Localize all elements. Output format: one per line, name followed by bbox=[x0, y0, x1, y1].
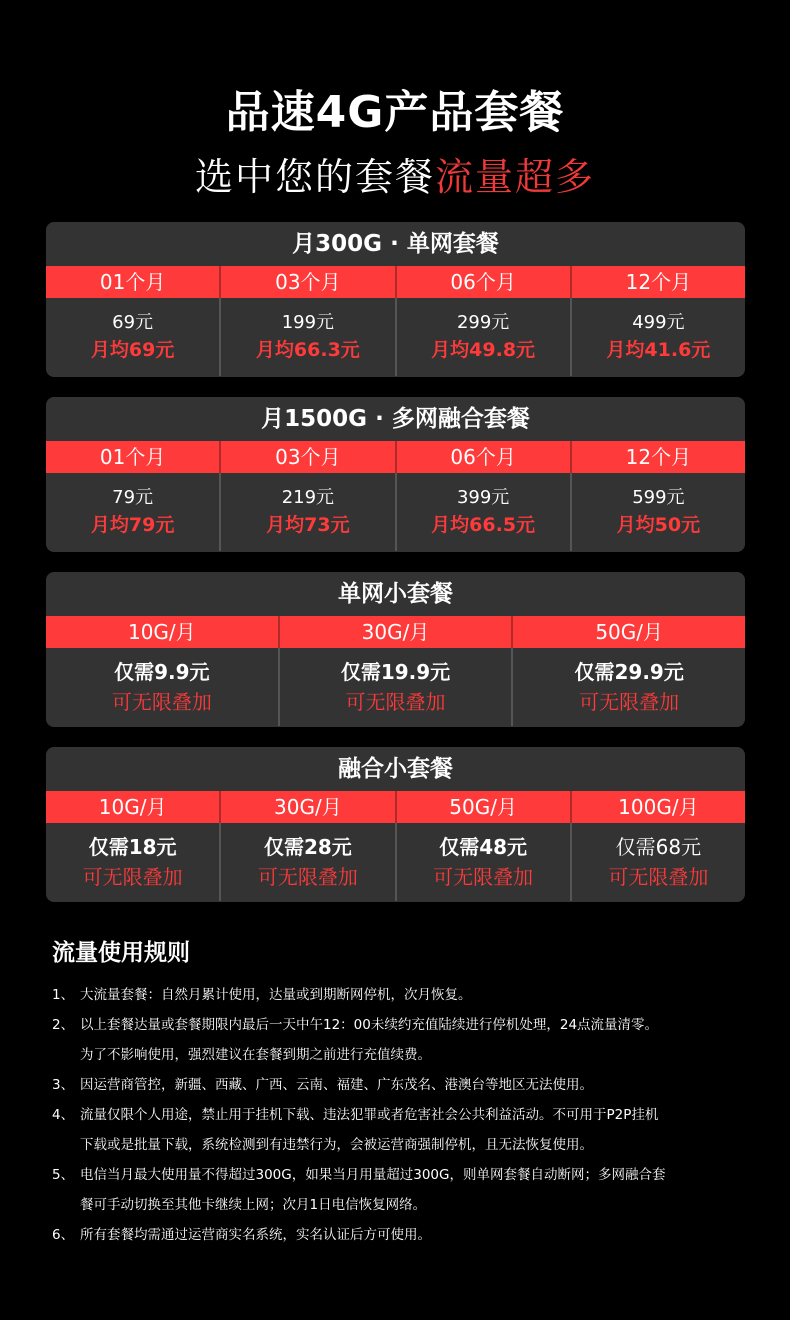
plan-monthly-average: 月均66.5元 bbox=[431, 514, 536, 536]
rule-number: 1、 bbox=[52, 987, 75, 1003]
plan-price: 仅需28元 bbox=[263, 835, 352, 859]
plan-option-label[interactable]: 01个月 bbox=[46, 266, 221, 298]
plan-card-1500g bbox=[46, 397, 745, 552]
rule-line: 流量仅限个人用途，禁止用于挂机下载、违法犯罪或者危害社会公共利益活动。不可用于P2P挂机 bbox=[80, 1107, 659, 1123]
plan-stack-note: 可无限叠加 bbox=[111, 690, 212, 714]
plan-title: 月300G · 单网套餐 bbox=[292, 231, 499, 257]
rule-text bbox=[80, 1160, 742, 1220]
plan-option-cell[interactable] bbox=[280, 648, 514, 726]
plan-option-label[interactable]: 03个月 bbox=[221, 441, 396, 473]
plan-option-label[interactable]: 30G/月 bbox=[280, 616, 514, 648]
page-subtitle bbox=[0, 146, 790, 201]
rule-number: 6、 bbox=[52, 1227, 75, 1243]
plan-option-label[interactable]: 30G/月 bbox=[221, 791, 396, 823]
plan-price-row bbox=[46, 648, 745, 726]
plan-option-cell[interactable] bbox=[397, 823, 572, 901]
plan-card-single-small bbox=[46, 572, 745, 727]
plan-price: 69元 bbox=[112, 312, 154, 333]
plan-option-cell[interactable] bbox=[397, 473, 572, 551]
plan-card-300g bbox=[46, 222, 745, 377]
plan-option-cell[interactable] bbox=[513, 648, 745, 726]
plan-option-cell[interactable] bbox=[46, 298, 221, 376]
plan-monthly-average: 月均79元 bbox=[90, 514, 175, 536]
plan-option-label[interactable]: 50G/月 bbox=[397, 791, 572, 823]
plan-option-label[interactable]: 50G/月 bbox=[595, 620, 664, 644]
rule-number: 2、 bbox=[52, 1017, 75, 1033]
plan-option-cell[interactable] bbox=[221, 823, 396, 901]
plan-monthly-average: 月均41.6元 bbox=[606, 339, 711, 361]
rules-title: 流量使用规则 bbox=[52, 940, 190, 966]
plan-stack-note: 可无限叠加 bbox=[433, 865, 534, 889]
plan-price-row bbox=[46, 473, 745, 551]
rule-text bbox=[80, 1070, 742, 1100]
plan-title: 单网小套餐 bbox=[338, 581, 453, 607]
page-title: 品速4G产品套餐 bbox=[225, 87, 565, 138]
plan-stack-note: 可无限叠加 bbox=[608, 865, 709, 889]
plan-price: 499元 bbox=[632, 312, 685, 333]
rule-number: 3、 bbox=[52, 1077, 75, 1093]
plan-option-cell[interactable] bbox=[221, 473, 396, 551]
rule-item bbox=[52, 1070, 742, 1100]
plan-option-cell[interactable] bbox=[221, 298, 396, 376]
plan-monthly-average: 月均50元 bbox=[616, 514, 701, 536]
rule-item bbox=[52, 980, 742, 1010]
plan-option-cell[interactable] bbox=[572, 473, 745, 551]
plan-option-cell[interactable] bbox=[46, 648, 280, 726]
plan-stack-note: 可无限叠加 bbox=[257, 865, 358, 889]
rule-line: 大流量套餐：自然月累计使用，达量或到期断网停机，次月恢复。 bbox=[80, 987, 472, 1003]
rule-text bbox=[80, 980, 742, 1010]
rule-text bbox=[80, 1100, 742, 1160]
plan-price: 599元 bbox=[632, 487, 685, 508]
rule-number: 4、 bbox=[52, 1107, 75, 1123]
plan-monthly-average: 月均49.8元 bbox=[431, 339, 536, 361]
rule-item bbox=[52, 1010, 742, 1070]
plan-option-label[interactable]: 06个月 bbox=[397, 266, 572, 298]
plan-monthly-average: 月均73元 bbox=[266, 514, 350, 536]
subtitle-main: 选中您的套餐 bbox=[194, 155, 435, 199]
plan-option-label[interactable]: 12个月 bbox=[625, 270, 692, 294]
subtitle-highlight: 流量超多 bbox=[435, 155, 596, 199]
plan-option-label[interactable]: 12个月 bbox=[625, 445, 692, 469]
plan-option-label[interactable]: 03个月 bbox=[221, 266, 396, 298]
rule-line: 下载或是批量下载，系统检测到有违禁行为，会被运营商强制停机，且无法恢复使用。 bbox=[80, 1137, 593, 1153]
plan-card-fusion-small bbox=[46, 747, 745, 902]
plan-price: 仅需18元 bbox=[88, 835, 177, 859]
plan-price: 299元 bbox=[456, 312, 510, 333]
plan-stack-note: 可无限叠加 bbox=[345, 690, 446, 714]
rule-item bbox=[52, 1160, 742, 1220]
plan-option-cell[interactable] bbox=[397, 298, 572, 376]
plan-price: 仅需19.9元 bbox=[340, 660, 451, 684]
plan-header-row bbox=[46, 616, 745, 648]
plan-price-row bbox=[46, 298, 745, 376]
plan-stack-note: 可无限叠加 bbox=[82, 865, 183, 889]
plan-option-label[interactable]: 100G/月 bbox=[618, 795, 699, 819]
plan-option-label[interactable]: 10G/月 bbox=[46, 616, 280, 648]
rule-line: 所有套餐均需通过运营商实名系统，实名认证后方可使用。 bbox=[80, 1227, 431, 1243]
plan-header-row bbox=[46, 266, 745, 298]
plan-price: 仅需68元 bbox=[615, 835, 702, 859]
rule-line: 餐可手动切换至其他卡继续上网；次月1日电信恢复网络。 bbox=[80, 1197, 427, 1213]
plan-option-label[interactable]: 01个月 bbox=[46, 441, 221, 473]
plan-option-cell[interactable] bbox=[572, 823, 745, 901]
rule-item bbox=[52, 1220, 742, 1250]
rules-list bbox=[52, 980, 742, 1250]
plan-price: 199元 bbox=[281, 312, 335, 333]
rule-number: 5、 bbox=[52, 1167, 75, 1183]
plan-title: 月1500G · 多网融合套餐 bbox=[261, 406, 530, 432]
plan-option-label[interactable]: 10G/月 bbox=[46, 791, 221, 823]
rule-text bbox=[80, 1220, 742, 1250]
plan-price-row bbox=[46, 823, 745, 901]
plan-price: 79元 bbox=[112, 487, 154, 508]
plan-stack-note: 可无限叠加 bbox=[579, 690, 680, 714]
plan-option-label[interactable]: 06个月 bbox=[397, 441, 572, 473]
plan-option-cell[interactable] bbox=[46, 473, 221, 551]
plan-header-row bbox=[46, 441, 745, 473]
rule-text bbox=[80, 1010, 742, 1070]
plan-price: 399元 bbox=[456, 487, 510, 508]
plan-price: 仅需29.9元 bbox=[574, 660, 684, 684]
plan-monthly-average: 月均66.3元 bbox=[255, 339, 360, 361]
plan-option-cell[interactable] bbox=[572, 298, 745, 376]
plan-option-cell[interactable] bbox=[46, 823, 221, 901]
plan-header-row bbox=[46, 791, 745, 823]
rule-item bbox=[52, 1100, 742, 1160]
rule-line: 电信当月最大使用量不得超过300G，如果当月用量超过300G，则单网套餐自动断网；多网融合套 bbox=[80, 1167, 666, 1183]
plan-price: 219元 bbox=[281, 487, 335, 508]
rule-line: 为了不影响使用，强烈建议在套餐到期之前进行充值续费。 bbox=[80, 1047, 431, 1063]
plan-monthly-average: 月均69元 bbox=[90, 339, 175, 361]
rule-line: 以上套餐达量或套餐期限内最后一天中午12：00未续约充值陆续进行停机处理，24点流量清零。 bbox=[80, 1017, 659, 1033]
rule-line: 因运营商管控，新疆、西藏、广西、云南、福建、广东茂名、港澳台等地区无法使用。 bbox=[80, 1077, 593, 1093]
plan-title: 融合小套餐 bbox=[338, 756, 453, 782]
plan-price: 仅需48元 bbox=[439, 835, 528, 859]
plan-price: 仅需9.9元 bbox=[114, 660, 210, 684]
